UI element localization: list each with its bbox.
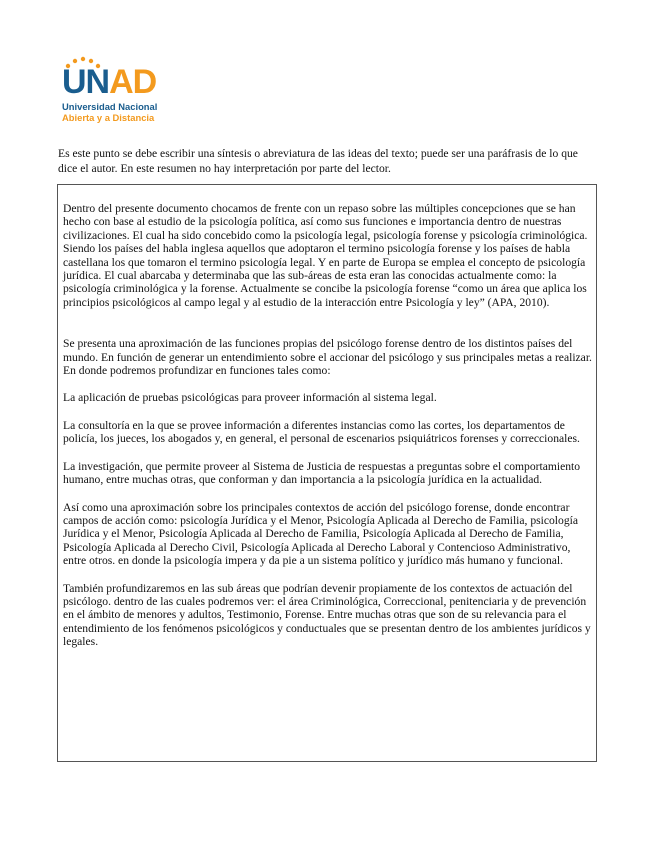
unad-logo bbox=[62, 56, 172, 128]
summary-paragraph: La investigación, que permite proveer al Sistema de Justicia de respuestas a preguntas sobre el comportamiento humano, entre muchas otras, que conforman y dan importancia a la psicología jurídica en la actualidad. bbox=[63, 459, 581, 487]
summary-paragraph: Así como una aproximación sobre los principales contextos de acción del psicólogo forense, donde encontrar campos de acción como: psicología Jurídica y el Menor, Psicología Aplicada al Derecho de Familia, psicología Jurídica y el Menor, Psicología Aplicada al Derecho de Familia, Psicología Aplicada al Derecho de Familia, Psicología Aplicada al Derecho Civil, Psicología Aplicada al Derecho Laboral y Contencioso Administrativo, entre otros. en donde la psicología impera y da pie a un sistema político y jurídico más humano y funcional. bbox=[63, 500, 578, 568]
logo-word-un: UN bbox=[62, 63, 110, 101]
logo-university-line: Universidad Nacional bbox=[62, 101, 158, 112]
summary-paragraph: También profundizaremos en las sub áreas que podrían devenir propiamente de los contextos de actuación del psicólogo. dentro de las cuales podremos ver: el área Criminológica, Correccional, penitenciaria y de prevención en el ámbito de menores y adultos, Testimonio, Forense. Entre muchas otras que son de su relevancia para el entendimiento de los fenómenos psicológicos y conductuales que se presentan dentro de los ambientes jurídicos y legales. bbox=[63, 581, 591, 649]
summary-paragraph: La aplicación de pruebas psicológicas para proveer información al sistema legal. bbox=[63, 391, 437, 405]
summary-paragraph: Dentro del presente documento chocamos de frente con un repaso sobre las múltiples concepciones que se han hecho con base al estudio de la psicología política, así como sus funciones e importancia dentro de nuestras civilizaciones. El cual ha sido concebido como la psicología legal, psicología forense y psicología criminológica. Siendo los países del habla inglesa aquellos que adoptaron el termino psicología forense y los países de habla castellana los que tomaron el termino psicología legal. Y en parte de Europa se emplea el concepto de psicología jurídica. El cual abarcaba y determinaba que las sub-áreas de esta eran las conocidas actualmente como: la psicología criminológica y la forense. Actualmente se concibe la psicología forense “como un área que aplica los principios psicológicos al campo legal y al estudio de la interacción entre Psicología y ley” (APA, 2010). bbox=[63, 202, 588, 309]
summary-box bbox=[57, 184, 597, 762]
logo-wordmark bbox=[62, 64, 156, 100]
logo-word-ad: AD bbox=[109, 63, 157, 101]
summary-paragraph: La consultoría en la que se provee información a diferentes instancias como las cortes, los departamentos de policía, los jueces, los abogados y, en general, el personal de escenarios psiquiátricos forenses y correccionales. bbox=[63, 418, 580, 446]
intro-instructions: Es este punto se debe escribir una síntesis o abreviatura de las ideas del texto; puede ser una paráfrasis de lo que dice el autor. En este resumen no hay interpretación por parte del lector. bbox=[58, 147, 578, 175]
summary-paragraph: Se presenta una aproximación de las funciones propias del psicólogo forense dentro de los distintos países del mundo. En función de generar un entendimiento sobre el accionar del psicólogo y sus principales metas a realizar. En donde podremos profundizar en funciones tales como: bbox=[63, 337, 592, 378]
logo-tagline: Abierta y a Distancia bbox=[62, 112, 155, 123]
